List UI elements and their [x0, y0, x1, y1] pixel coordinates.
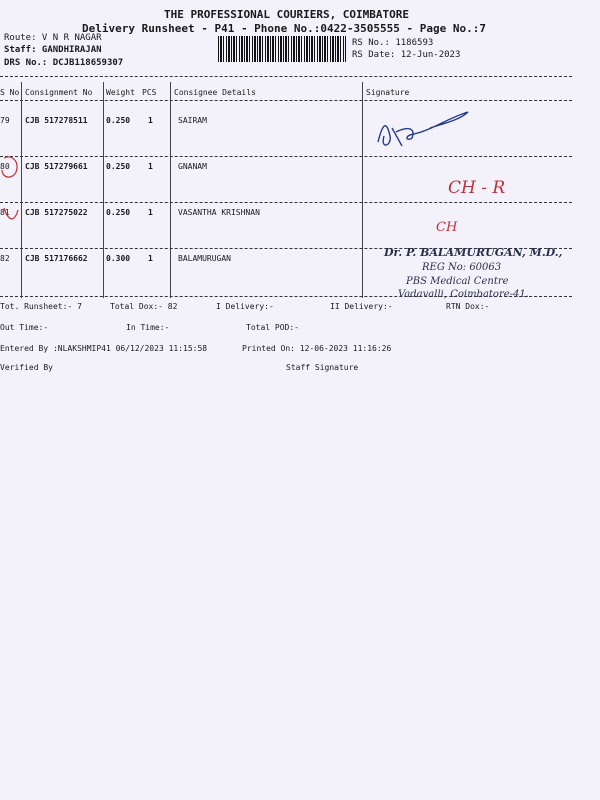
- rs-date: RS Date: 12-Jun-2023: [352, 50, 461, 60]
- runsheet-title: Delivery Runsheet - P41 - Phone No.:0422-3505555 - Page No.:7: [82, 22, 486, 35]
- staff-label: Staff: GANDHIRAJAN: [4, 45, 102, 55]
- row-weight: 0.250: [106, 116, 131, 125]
- stamp-name: Dr. P. BALAMURUGAN, M.D.,: [384, 246, 563, 259]
- handwritten-note: CH: [436, 220, 458, 235]
- rtn-dox: RTN Dox:-: [446, 302, 490, 311]
- stamp-address: Vadavalli, Coimbatore-41.: [398, 289, 529, 300]
- drs-number: DRS No.: DCJB118659307: [4, 58, 124, 68]
- handwritten-note: CH - R: [448, 178, 506, 198]
- row-consignment: CJB 517275022: [25, 208, 88, 217]
- stamp-reg: REG No: 60063: [422, 262, 502, 273]
- i-delivery: I Delivery:-: [216, 302, 274, 311]
- table-header-rule: [0, 100, 572, 101]
- col-divider: [170, 82, 171, 298]
- barcode: [218, 36, 346, 62]
- total-dox: Total Dox:- 82: [110, 302, 178, 311]
- row-consignment: CJB 517278511: [25, 116, 88, 125]
- total-pod: Total POD:-: [246, 323, 299, 332]
- verified-by: Verified By: [0, 363, 53, 372]
- route-label: Route: V N R NAGAR: [4, 33, 102, 43]
- row-pcs: 1: [148, 162, 153, 171]
- row-rule: [0, 202, 572, 203]
- col-header-signature: Signature: [366, 88, 410, 97]
- printed-on: Printed On: 12-06-2023 11:16:26: [242, 344, 392, 353]
- row-sno: 79: [0, 116, 10, 125]
- stamp-centre: PBS Medical Centre: [406, 276, 509, 287]
- row-sno: 81: [0, 208, 10, 217]
- row-consignment: CJB 517279661: [25, 162, 88, 171]
- staff-signature: Staff Signature: [286, 363, 359, 372]
- col-header-consignment: Consignment No: [25, 88, 93, 97]
- row-consignment: CJB 517176662: [25, 254, 88, 263]
- entered-by: Entered By :NLAKSHMIP41 06/12/2023 11:15:58: [0, 344, 208, 353]
- row-weight: 0.250: [106, 162, 131, 171]
- in-time: In Time:-: [126, 323, 170, 332]
- row-weight: 0.300: [106, 254, 131, 263]
- ii-delivery: II Delivery:-: [330, 302, 393, 311]
- out-time: Out Time:-: [0, 323, 49, 332]
- row-sno: 82: [0, 254, 10, 263]
- col-header-sno: S No: [0, 88, 20, 97]
- row-sno: 80: [0, 162, 10, 171]
- col-header-consignee: Consignee Details: [174, 88, 256, 97]
- rs-number: RS No.: 1186593: [352, 38, 434, 48]
- row-consignee: VASANTHA KRISHNAN: [178, 208, 260, 217]
- tot-runsheet: Tot. Runsheet:- 7: [0, 302, 82, 311]
- row-pcs: 1: [148, 116, 153, 125]
- col-header-pcs: PCS: [142, 88, 157, 97]
- col-header-weight: Weight: [106, 88, 135, 97]
- handwritten-signature: [372, 106, 482, 154]
- company-title: THE PROFESSIONAL COURIERS, COIMBATORE: [164, 8, 410, 21]
- row-rule: [0, 156, 572, 157]
- col-divider: [362, 82, 363, 298]
- row-consignee: SAIRAM: [178, 116, 207, 125]
- row-pcs: 1: [148, 208, 153, 217]
- table-top-rule: [0, 76, 572, 77]
- row-consignee: GNANAM: [178, 162, 207, 171]
- row-weight: 0.250: [106, 208, 131, 217]
- row-pcs: 1: [148, 254, 153, 263]
- handwritten-circle-marks: [0, 150, 30, 230]
- row-consignee: BALAMURUGAN: [178, 254, 231, 263]
- col-divider: [103, 82, 104, 298]
